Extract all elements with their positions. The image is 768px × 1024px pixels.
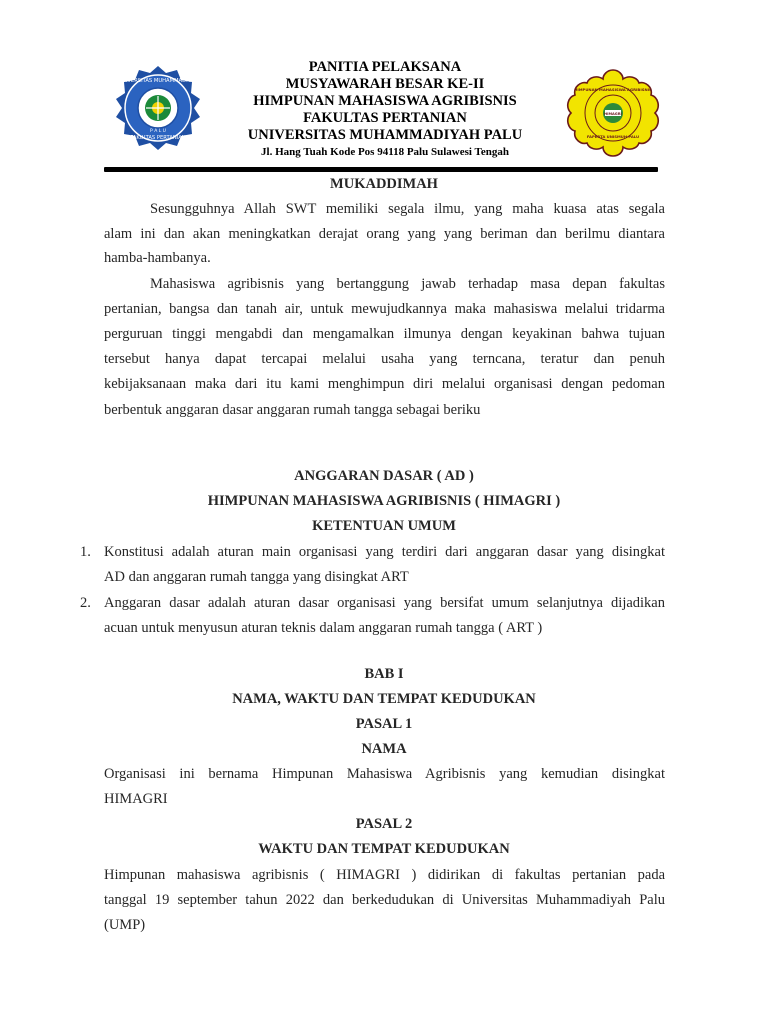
pasal-subheading: WAKTU DAN TEMPAT KEDUDUKAN: [258, 841, 510, 857]
svg-text:FAKULTAS PERTANIAN: FAKULTAS PERTANIAN: [130, 135, 186, 141]
address: Jl. Hang Tuah Kode Pos 94118 Palu Sulawesi Tengah: [261, 146, 509, 158]
paragraph-line: Mahasiswa agribisnis yang bertanggung jawab terhadap masa depan fakultas: [150, 276, 665, 292]
svg-text:FAPERTA UNISMUH PALU: FAPERTA UNISMUH PALU: [586, 134, 640, 139]
paragraph-line: alam ini dan akan meningkatkan derajat orang yang yang beriman dan berilmu diantara: [104, 226, 665, 242]
university-name: UNIVERSITAS MUHAMMADIYAH PALU: [247, 127, 523, 143]
faculty-name: FAKULTAS PERTANIAN: [303, 110, 467, 126]
paragraph-line: tersebut hanya dapat tercapai melalui usaha yang terncana, teratur dan penuh: [104, 351, 665, 367]
list-item-line: AD dan anggaran rumah tangga yang disingkat ART: [104, 569, 409, 585]
pasal-heading: PASAL 2: [355, 816, 413, 832]
committee-title: PANITIA PELAKSANA: [308, 59, 462, 75]
paragraph-line: berbentuk anggaran dasar anggaran rumah tangga sebagai beriku: [104, 402, 481, 418]
event-title: MUSYAWARAH BESAR KE-II: [285, 76, 485, 92]
ketentuan-umum-heading: KETENTUAN UMUM: [312, 518, 456, 534]
list-number: 1.: [80, 544, 91, 560]
list-item-line: acuan untuk menyusun aturan teknis dalam anggaran rumah tangga ( ART ): [104, 620, 543, 636]
himagri-logo: [561, 67, 665, 159]
svg-text:UNIVERSITAS MUHAMMADIYAH: UNIVERSITAS MUHAMMADIYAH: [118, 78, 198, 84]
paragraph-line: kebijaksanaan maka dari itu kami menghimpun diri melalui organisasi dengan pedoman: [104, 376, 665, 392]
paragraph-line: Sesungguhnya Allah SWT memiliki segala ilmu, yang maha kuasa atas segala: [150, 201, 665, 217]
paragraph-line: Himpunan mahasiswa agribisnis ( HIMAGRI ) didirikan di fakultas pertanian pada: [104, 867, 665, 883]
pasal-heading: PASAL 1: [355, 716, 413, 732]
svg-text:P A L U: P A L U: [150, 129, 166, 134]
ad-org-heading: HIMPUNAN MAHASISWA AGRIBISNIS ( HIMAGRI ): [207, 493, 561, 509]
paragraph-line: HIMAGRI: [104, 791, 168, 807]
list-item-line: Anggaran dasar adalah aturan dasar organisasi yang bersifat umum selanjutnya dijadikan: [104, 595, 665, 611]
paragraph-line: Organisasi ini bernama Himpunan Mahasiswa Agribisnis yang kemudian disingkat: [104, 766, 665, 782]
bab-subheading: NAMA, WAKTU DAN TEMPAT KEDUDUKAN: [232, 691, 536, 707]
university-logo: [106, 64, 210, 160]
svg-text:HIMAGRI: HIMAGRI: [604, 112, 622, 116]
letterhead: [215, 59, 555, 160]
paragraph-line: tanggal 19 september tahun 2022 dan berkedudukan di Universitas Muhammadiyah Palu: [104, 892, 665, 908]
paragraph-line: pertanian, bangsa dan tanah air, untuk mewujudkannya maka mahasiswa melalui tridarma: [104, 301, 665, 317]
svg-text:HIMPUNAN MAHASISWA AGRIBISNIS: HIMPUNAN MAHASISWA AGRIBISNIS: [574, 87, 652, 92]
pasal-subheading: NAMA: [361, 741, 407, 757]
list-item-line: Konstitusi adalah aturan main organisasi yang terdiri dari anggaran dasar yang disingkat: [104, 544, 665, 560]
association-name: HIMPUNAN MAHASISWA AGRIBISNIS: [253, 93, 517, 109]
letterhead-divider: [104, 167, 658, 172]
paragraph-line: (UMP): [104, 917, 146, 933]
paragraph-line: hamba-hambanya.: [104, 250, 211, 266]
list-number: 2.: [80, 595, 91, 611]
paragraph-line: perguruan tinggi mengabdi dan mengamalkan ilmunya dengan keyakinan bahwa tujuan: [104, 326, 665, 342]
ad-heading: ANGGARAN DASAR ( AD ): [294, 468, 474, 484]
mukaddimah-heading: MUKADDIMAH: [330, 176, 438, 192]
bab-heading: BAB I: [364, 666, 404, 682]
